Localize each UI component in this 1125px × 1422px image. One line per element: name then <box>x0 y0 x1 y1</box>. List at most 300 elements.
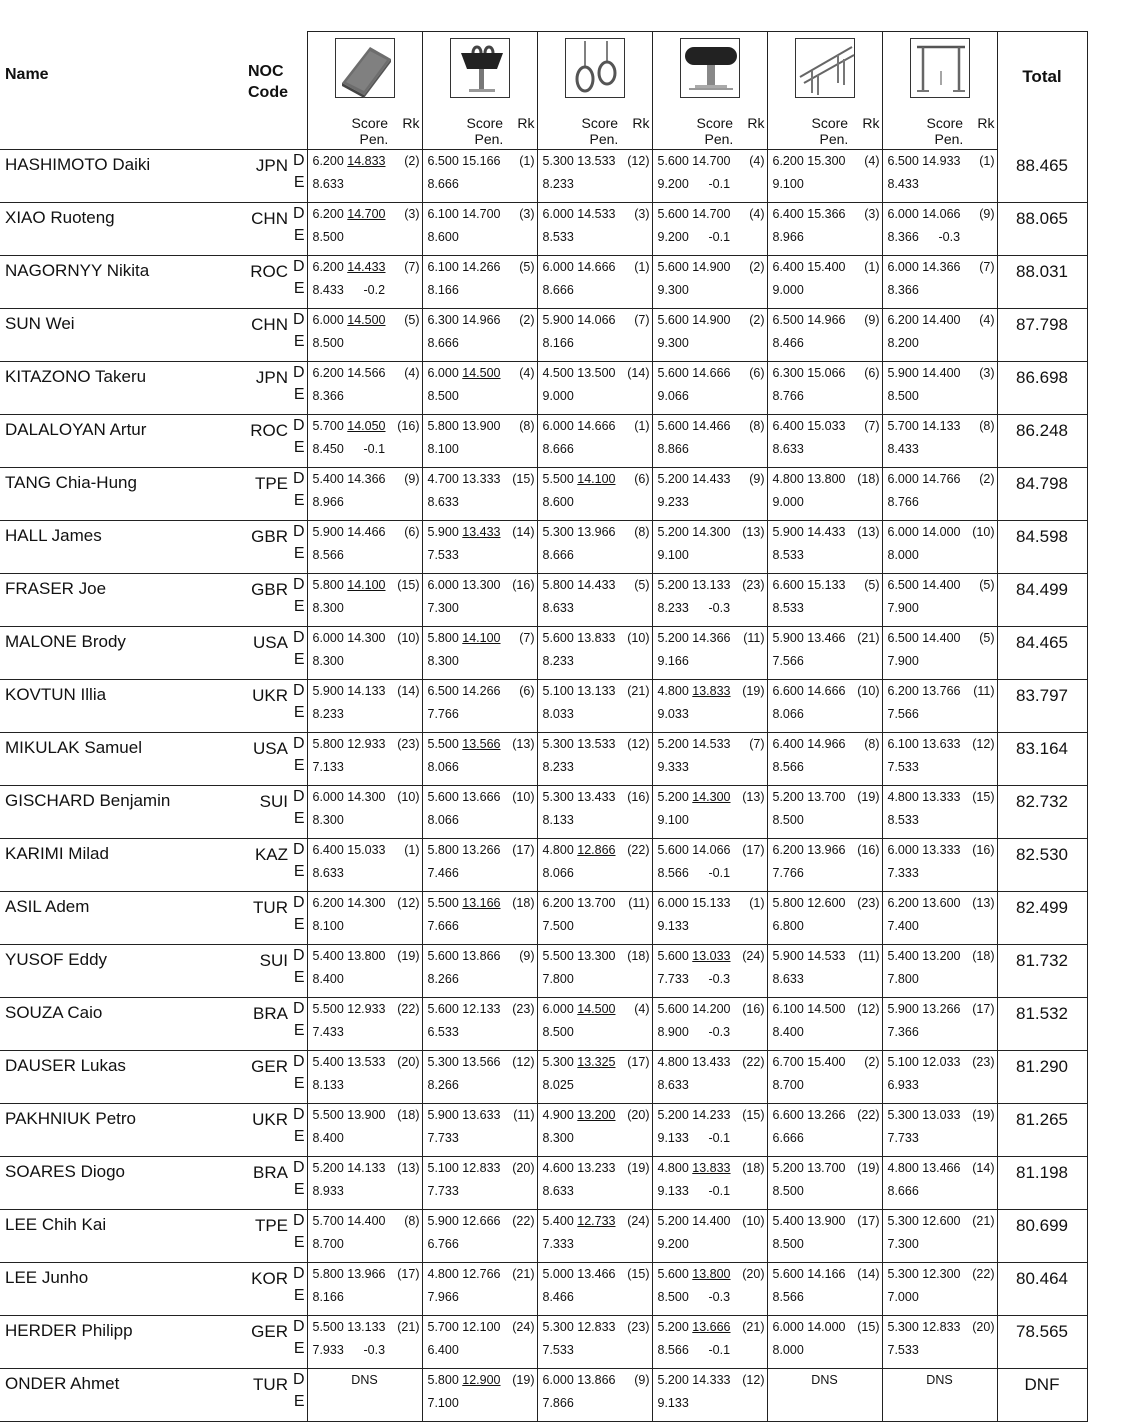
athlete-name-cell <box>0 150 245 203</box>
final-score: 15.400 <box>807 1054 846 1069</box>
subheader-cell <box>652 115 767 150</box>
total-cell <box>997 1315 1087 1368</box>
d-score: 5.600 <box>657 842 689 857</box>
d-score: 5.900 <box>542 312 574 327</box>
d-score: 5.800 <box>312 1266 344 1281</box>
penalty: -0.3 <box>938 229 961 244</box>
rank: (20) <box>972 1319 995 1334</box>
noc-cell <box>245 467 290 520</box>
rank: (13) <box>397 1160 420 1175</box>
rk-label: Rk <box>862 115 880 131</box>
d-score: 5.600 <box>657 312 689 327</box>
e-score: 8.066 <box>542 865 574 880</box>
apparatus-cell <box>537 626 652 679</box>
athlete-name: XIAO Ruoteng <box>5 207 115 227</box>
de-cell <box>290 1103 307 1156</box>
rank: (8) <box>404 1213 420 1228</box>
athlete-name: ASIL Adem <box>5 896 90 916</box>
e-score: 8.666 <box>542 282 574 297</box>
de-cell <box>290 997 307 1050</box>
e-score: 8.666 <box>427 335 459 350</box>
final-score: 13.900 <box>347 1107 386 1122</box>
name-header-label: Name <box>5 65 49 83</box>
final-score: 12.933 <box>347 1001 386 1016</box>
e-label: E <box>293 1074 305 1092</box>
rank: (24) <box>627 1213 650 1228</box>
table-row <box>0 1156 1087 1209</box>
pen-label: Pen. <box>819 131 849 147</box>
e-score: 8.633 <box>427 494 459 509</box>
d-score: 5.300 <box>427 1054 459 1069</box>
e-score: 8.500 <box>772 1183 804 1198</box>
penalty: -0.3 <box>708 600 731 615</box>
apparatus-cell <box>767 414 882 467</box>
d-score: 5.500 <box>312 1107 344 1122</box>
e-score: 9.333 <box>657 759 689 774</box>
apparatus-cell <box>882 1315 997 1368</box>
d-score: 4.500 <box>542 365 574 380</box>
apparatus-cell <box>537 679 652 732</box>
de-cell <box>290 308 307 361</box>
final-score: 12.100 <box>462 1319 501 1334</box>
apparatus-cell <box>652 838 767 891</box>
e-score: 8.100 <box>312 918 344 933</box>
table-row <box>0 361 1087 414</box>
d-score: 5.600 <box>657 1266 689 1281</box>
e-score: 6.766 <box>427 1236 459 1251</box>
table-row <box>0 679 1087 732</box>
rank: (21) <box>857 630 880 645</box>
d-score: 6.300 <box>772 365 804 380</box>
apparatus-cell <box>422 1050 537 1103</box>
total-score: 81.290 <box>1016 1056 1068 1076</box>
rk-label: Rk <box>977 115 995 131</box>
pen-label: Pen. <box>589 131 619 147</box>
total-score: 82.732 <box>1016 791 1068 811</box>
final-score: 14.233 <box>692 1107 731 1122</box>
apparatus-cell <box>537 1103 652 1156</box>
e-score: 8.166 <box>427 282 459 297</box>
pen-label: Pen. <box>704 131 734 147</box>
total-score: 88.065 <box>1016 208 1068 228</box>
final-score: 13.900 <box>807 1213 846 1228</box>
rk-label: Rk <box>632 115 650 131</box>
e-score: 8.600 <box>427 229 459 244</box>
athlete-name-cell <box>0 1368 245 1421</box>
e-score: 6.533 <box>427 1024 459 1039</box>
rank: (8) <box>634 524 650 539</box>
rank: (6) <box>749 365 765 380</box>
d-score: 5.800 <box>312 736 344 751</box>
final-score: 14.666 <box>807 683 846 698</box>
final-score: 13.900 <box>462 418 501 433</box>
total-score: 81.732 <box>1016 950 1068 970</box>
d-score: 5.500 <box>427 736 459 751</box>
apparatus-cell <box>882 573 997 626</box>
total-score: 81.198 <box>1016 1162 1068 1182</box>
rank: (3) <box>979 365 995 380</box>
rank: (5) <box>519 259 535 274</box>
d-score: 6.000 <box>657 895 689 910</box>
apparatus-cell <box>652 520 767 573</box>
rank: (9) <box>864 312 880 327</box>
d-score: 4.800 <box>772 471 804 486</box>
e-score: 8.366 <box>887 282 919 297</box>
e-score: 8.866 <box>657 441 689 456</box>
rank: (1) <box>864 259 880 274</box>
rank: (10) <box>397 630 420 645</box>
d-score: 5.500 <box>312 1319 344 1334</box>
apparatus-cell <box>422 520 537 573</box>
total-header <box>997 32 1087 150</box>
noc-code: TPE <box>254 1215 288 1235</box>
apparatus-cell <box>882 467 997 520</box>
e-label: E <box>293 703 305 721</box>
rank: (1) <box>634 259 650 274</box>
e-score: 8.900 <box>657 1024 689 1039</box>
penalty: -0.3 <box>708 971 731 986</box>
rank: (6) <box>519 683 535 698</box>
final-score: 14.500 <box>347 312 386 327</box>
noc-code: ROC <box>250 261 288 281</box>
d-score: 5.900 <box>427 1213 459 1228</box>
apparatus-cell <box>422 1209 537 1262</box>
d-label: D <box>292 946 305 964</box>
e-score: 6.666 <box>772 1130 804 1145</box>
apparatus-cell <box>307 838 422 891</box>
d-label: D <box>292 787 305 805</box>
final-score: 14.066 <box>577 312 616 327</box>
final-score: 13.433 <box>462 524 501 539</box>
apparatus-cell <box>882 891 997 944</box>
apparatus-cell <box>652 150 767 203</box>
e-score: 7.866 <box>542 1395 574 1410</box>
apparatus-cell <box>422 732 537 785</box>
rank: (17) <box>512 842 535 857</box>
noc-code: SUI <box>259 950 288 970</box>
d-score: 5.800 <box>427 418 459 433</box>
final-score: 14.900 <box>692 312 731 327</box>
final-score: 14.533 <box>692 736 731 751</box>
final-score: 13.533 <box>577 736 616 751</box>
apparatus-cell <box>652 1156 767 1209</box>
total-score: 88.031 <box>1016 261 1068 281</box>
final-score: 13.866 <box>462 948 501 963</box>
rank: (15) <box>627 1266 650 1281</box>
noc-cell <box>245 520 290 573</box>
e-score: 7.533 <box>887 759 919 774</box>
final-score: 12.666 <box>462 1213 501 1228</box>
apparatus-cell <box>422 308 537 361</box>
rank: (7) <box>634 312 650 327</box>
final-score: 14.100 <box>462 630 501 645</box>
rank: (21) <box>397 1319 420 1334</box>
apparatus-cell <box>307 520 422 573</box>
total-score: 83.164 <box>1016 738 1068 758</box>
d-score: 6.500 <box>427 683 459 698</box>
noc-code: UKR <box>252 1109 288 1129</box>
d-score: 6.000 <box>427 577 459 592</box>
apparatus-cell <box>767 1262 882 1315</box>
rank: (18) <box>512 895 535 910</box>
total-score: 81.265 <box>1016 1109 1068 1129</box>
rank: (3) <box>519 206 535 221</box>
athlete-name-cell <box>0 1103 245 1156</box>
apparatus-cell <box>767 732 882 785</box>
rank: (18) <box>857 471 880 486</box>
e-label: E <box>293 385 305 403</box>
d-score: 5.300 <box>887 1213 919 1228</box>
total-cell <box>997 1156 1087 1209</box>
rank: (21) <box>972 1213 995 1228</box>
dns-label: DNS <box>811 1372 838 1387</box>
d-score: 5.300 <box>542 154 574 168</box>
d-score: 5.200 <box>657 789 689 804</box>
final-score: 14.133 <box>347 1160 386 1175</box>
pommel-horse-icon <box>450 38 510 98</box>
apparatus-cell <box>537 1368 652 1421</box>
d-score: 5.700 <box>887 418 919 433</box>
athlete-name-cell <box>0 414 245 467</box>
final-score: 15.133 <box>807 577 846 592</box>
apparatus-cell <box>767 679 882 732</box>
rank: (14) <box>627 365 650 380</box>
final-score: 13.700 <box>807 1160 846 1175</box>
apparatus-cell <box>767 838 882 891</box>
d-score: 5.200 <box>657 1107 689 1122</box>
table-row <box>0 573 1087 626</box>
final-score: 13.866 <box>577 1372 616 1387</box>
final-score: 13.266 <box>807 1107 846 1122</box>
e-score: 8.000 <box>887 547 919 562</box>
final-score: 12.866 <box>577 842 616 857</box>
final-score: 13.966 <box>347 1266 386 1281</box>
vault-header <box>652 32 767 125</box>
apparatus-cell <box>652 1262 767 1315</box>
rank: (2) <box>864 1054 880 1069</box>
de-cell <box>290 150 307 203</box>
e-score: 7.566 <box>772 653 804 668</box>
final-score: 14.966 <box>807 736 846 751</box>
d-score: 6.200 <box>312 206 344 221</box>
pen-label: Pen. <box>934 131 964 147</box>
d-score: 5.900 <box>427 524 459 539</box>
apparatus-cell <box>537 202 652 255</box>
apparatus-cell <box>422 1103 537 1156</box>
apparatus-cell <box>882 944 997 997</box>
final-score: 13.566 <box>462 1054 501 1069</box>
e-score: 7.366 <box>887 1024 919 1039</box>
final-score: 13.166 <box>462 895 501 910</box>
d-score: 5.500 <box>312 1001 344 1016</box>
apparatus-cell <box>307 785 422 838</box>
e-score: 8.633 <box>542 1183 574 1198</box>
d-score: 6.000 <box>887 206 919 221</box>
e-label: E <box>293 1392 305 1410</box>
e-score: 7.533 <box>427 547 459 562</box>
rank: (16) <box>857 842 880 857</box>
d-label: D <box>292 152 305 169</box>
d-label: D <box>292 310 305 328</box>
total-cell <box>997 467 1087 520</box>
athlete-name-cell <box>0 1209 245 1262</box>
rank: (3) <box>864 206 880 221</box>
final-score: 12.833 <box>462 1160 501 1175</box>
table-row <box>0 1315 1087 1368</box>
e-label: E <box>293 862 305 880</box>
total-cell <box>997 944 1087 997</box>
rank: (20) <box>742 1266 765 1281</box>
d-score: 5.300 <box>887 1319 919 1334</box>
d-score: 4.600 <box>542 1160 574 1175</box>
d-label: D <box>292 257 305 275</box>
total-score: 82.499 <box>1016 897 1068 917</box>
noc-code: KOR <box>251 1268 288 1288</box>
score-label: Score <box>581 115 619 131</box>
de-cell <box>290 732 307 785</box>
apparatus-cell <box>422 202 537 255</box>
d-score: 4.900 <box>542 1107 574 1122</box>
d-score: 5.600 <box>427 948 459 963</box>
total-score: 83.797 <box>1016 685 1068 705</box>
apparatus-cell <box>767 202 882 255</box>
apparatus-cell <box>422 467 537 520</box>
rk-label: Rk <box>747 115 765 131</box>
apparatus-cell <box>652 679 767 732</box>
e-score: 9.000 <box>772 282 804 297</box>
e-score: 9.133 <box>657 1395 689 1410</box>
noc-code: GBR <box>251 579 288 599</box>
athlete-name-cell <box>0 520 245 573</box>
athlete-name: LEE Junho <box>5 1267 89 1287</box>
table-row <box>0 255 1087 308</box>
d-score: 5.600 <box>657 259 689 274</box>
apparatus-cell <box>307 1103 422 1156</box>
e-score: 9.100 <box>657 812 689 827</box>
total-cell <box>997 1262 1087 1315</box>
e-score: 8.500 <box>312 335 344 350</box>
apparatus-cell <box>767 1156 882 1209</box>
final-score: 13.666 <box>462 789 501 804</box>
noc-cell <box>245 308 290 361</box>
d-score: 5.200 <box>657 736 689 751</box>
apparatus-cell <box>307 414 422 467</box>
rank: (15) <box>972 789 995 804</box>
penalty: -0.3 <box>708 1024 731 1039</box>
rk-label: Rk <box>402 115 420 131</box>
rk-label: Rk <box>517 115 535 131</box>
noc-code: SUI <box>259 791 288 811</box>
rank: (1) <box>979 154 995 168</box>
apparatus-cell <box>307 202 422 255</box>
rank: (11) <box>513 1107 535 1122</box>
de-cell <box>290 202 307 255</box>
subheader-cell <box>422 115 537 150</box>
subheader-cell <box>307 115 422 150</box>
d-score: 5.300 <box>887 1266 919 1281</box>
rank: (5) <box>634 577 650 592</box>
final-score: 13.333 <box>922 842 961 857</box>
parallel-bars-header <box>767 32 882 125</box>
table-row <box>0 202 1087 255</box>
d-score: 6.200 <box>887 895 919 910</box>
final-score: 15.066 <box>807 365 846 380</box>
noc-code: BRA <box>253 1162 288 1182</box>
noc-code: TUR <box>253 1374 288 1394</box>
rank: (19) <box>397 948 420 963</box>
athlete-name-cell <box>0 997 245 1050</box>
rank: (7) <box>864 418 880 433</box>
final-score: 13.433 <box>692 1054 731 1069</box>
apparatus-cell <box>307 891 422 944</box>
apparatus-cell <box>537 467 652 520</box>
subheader-cell <box>882 115 997 150</box>
final-score: 13.500 <box>577 365 616 380</box>
apparatus-cell <box>882 1368 997 1421</box>
total-cell <box>997 838 1087 891</box>
final-score: 14.366 <box>692 630 731 645</box>
rank: (6) <box>864 365 880 380</box>
apparatus-cell <box>767 785 882 838</box>
apparatus-cell <box>767 150 882 203</box>
table-row <box>0 308 1087 361</box>
e-score: 7.933 <box>312 1342 344 1357</box>
apparatus-cell <box>652 573 767 626</box>
e-label: E <box>293 915 305 933</box>
final-score: 13.633 <box>462 1107 501 1122</box>
e-score: 8.233 <box>542 653 574 668</box>
final-score: 13.566 <box>462 736 501 751</box>
apparatus-cell <box>882 732 997 785</box>
e-score: 7.466 <box>427 865 459 880</box>
e-score: 8.400 <box>312 1130 344 1145</box>
final-score: 14.400 <box>922 312 961 327</box>
e-score: 8.233 <box>542 759 574 774</box>
e-score: 9.133 <box>657 1130 689 1145</box>
rank: (14) <box>397 683 420 698</box>
subheader-cell <box>767 115 882 150</box>
rank: (12) <box>397 895 420 910</box>
de-cell <box>290 361 307 414</box>
final-score: 14.333 <box>692 1372 731 1387</box>
e-score: 7.733 <box>887 1130 919 1145</box>
athlete-name: SOARES Diogo <box>5 1161 125 1181</box>
rank: (7) <box>979 259 995 274</box>
total-score: 84.598 <box>1016 526 1068 546</box>
noc-cell <box>245 732 290 785</box>
table-row <box>0 1050 1087 1103</box>
apparatus-cell <box>307 944 422 997</box>
final-score: 15.133 <box>692 895 731 910</box>
rank: (15) <box>857 1319 880 1334</box>
noc-code: GER <box>251 1321 288 1341</box>
d-score: 5.300 <box>542 1054 574 1069</box>
d-score: 5.600 <box>657 154 689 168</box>
final-score: 14.500 <box>577 1001 616 1016</box>
de-cell <box>290 944 307 997</box>
noc-cell <box>245 1262 290 1315</box>
d-score: 5.700 <box>312 1213 344 1228</box>
athlete-name-cell <box>0 467 245 520</box>
e-score: 8.400 <box>312 971 344 986</box>
athlete-name: KARIMI Milad <box>5 843 109 863</box>
apparatus-cell <box>537 997 652 1050</box>
e-score: 9.133 <box>657 918 689 933</box>
noc-code: GER <box>251 1056 288 1076</box>
e-score: 8.633 <box>657 1077 689 1092</box>
e-score: 8.300 <box>312 812 344 827</box>
d-score: 6.200 <box>312 154 344 168</box>
